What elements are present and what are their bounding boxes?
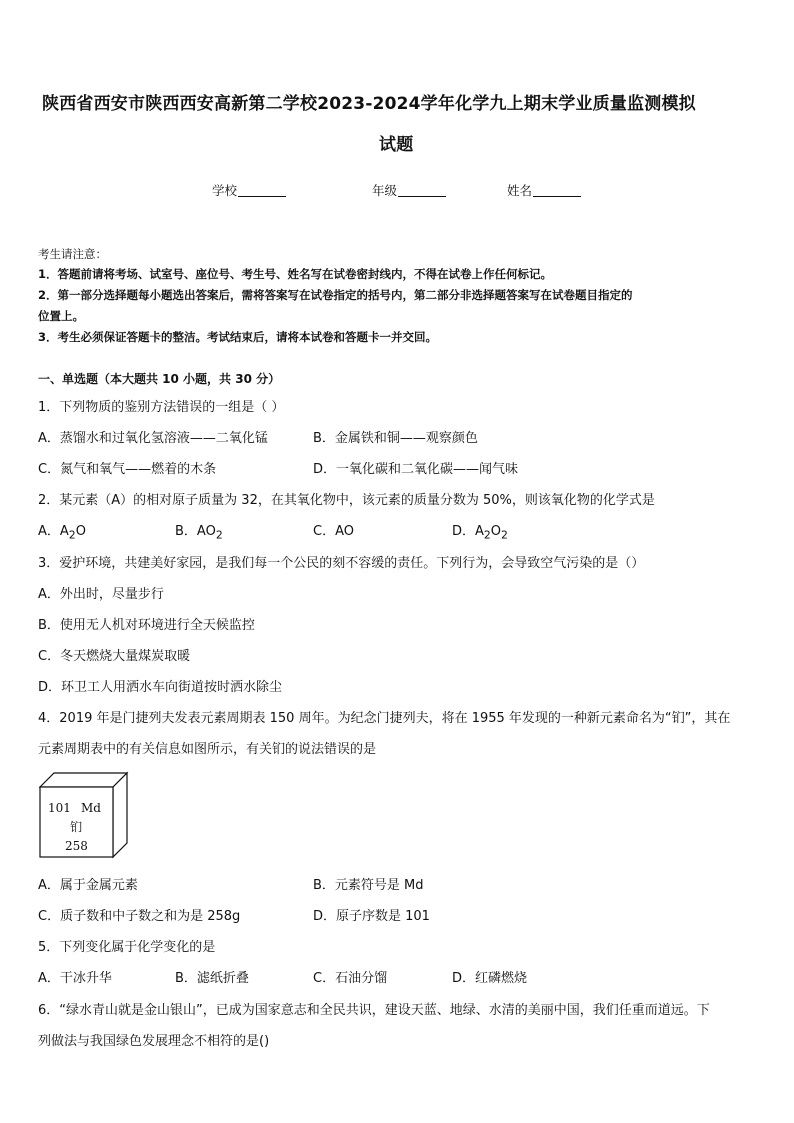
question-4-stem-line2: 元素周期表中的有关信息如图所示，有关钔的说法错误的是	[38, 742, 377, 757]
section-title: 一、单选题（本大题共 10 小题，共 30 分）	[38, 372, 281, 386]
element-mass: 258	[65, 839, 88, 853]
name-blank	[533, 183, 581, 197]
question-4-option-b: B．元素符号是 Md	[313, 878, 424, 893]
grade-blank	[398, 183, 446, 197]
question-3-option-d: D．环卫工人用洒水车向街道按时洒水除尘	[38, 680, 283, 695]
question-5-option-a: A．干冰升华	[38, 971, 112, 986]
school-field	[212, 181, 286, 199]
notice-heading: 考生请注意：	[38, 247, 107, 261]
grade-field	[372, 181, 446, 199]
notice-item: 2．第一部分选择题每小题选出答案后，需将答案写在试卷指定的括号内，第二部分非选择题答案写在试卷题目指定的	[38, 288, 633, 302]
name-label: 姓名	[507, 183, 533, 198]
question-5-option-b: B．滤纸折叠	[175, 971, 249, 986]
question-2-option-b: B．$AO_2$	[175, 524, 223, 542]
school-label: 学校	[212, 183, 238, 198]
question-4-stem-line1: 4．2019 年是门捷列夫发表元素周期表 150 周年。为纪念门捷列夫，将在 1955 年发现的一种新元素命名为“钔”，其在	[38, 711, 731, 726]
name-field	[507, 181, 581, 199]
notice-item: 位置上。	[38, 309, 84, 323]
grade-label: 年级	[372, 183, 398, 198]
question-1-option-b: B．金属铁和铜——观察颜色	[313, 431, 478, 446]
question-1-option-d: D．一氧化碳和二氧化碳——闻气味	[313, 462, 519, 477]
element-number: 101	[48, 801, 71, 815]
element-symbol: Md	[81, 801, 101, 815]
question-3-stem: 3．爱护环境，共建美好家园，是我们每一个公民的刻不容缓的责任。下列行为，会导致空气污染的是（）	[38, 556, 645, 571]
element-name: 钔	[70, 820, 83, 834]
question-3-option-a: A．外出时，尽量步行	[38, 587, 164, 602]
school-blank	[238, 183, 286, 197]
question-3-option-c: C．冬天燃烧大量煤炭取暖	[38, 649, 191, 664]
question-1-option-a: A．蒸馏水和过氧化氢溶液——二氧化锰	[38, 431, 268, 446]
question-4-option-a: A．属于金属元素	[38, 878, 138, 893]
notice-item: 3．考生必须保证答题卡的整洁。考试结束后，请将本试卷和答题卡一并交回。	[38, 330, 437, 344]
question-3-option-b: B．使用无人机对环境进行全天候监控	[38, 618, 255, 633]
notice-item: 1．答题前请将考场、试室号、座位号、考生号、姓名写在试卷密封线内，不得在试卷上作任何标记。	[38, 267, 552, 281]
question-2-stem: 2．某元素（A）的相对原子质量为 32，在其氧化物中，该元素的质量分数为 50%，则该氧化物的化学式是	[38, 493, 655, 508]
question-6-stem-line2: 列做法与我国绿色发展理念不相符的是()	[38, 1034, 270, 1049]
question-1-stem: 1．下列物质的鉴别方法错误的一组是（ ）	[38, 400, 285, 415]
element-card-side	[113, 773, 127, 857]
element-card	[38, 771, 130, 861]
question-6-stem-line1: 6．“绿水青山就是金山银山”，已成为国家意志和全民共识，建设天蓝、地绿、水清的美丽中国，我们任重而道远。下	[38, 1003, 710, 1018]
exam-title-line1: 陕西省西安市陕西西安高新第二学校2023-2024学年化学九上期末学业质量监测模拟	[42, 94, 696, 114]
question-4-option-d: D．原子序数是 101	[313, 909, 430, 924]
question-2-option-c: C．AO	[313, 524, 354, 539]
exam-title-line2: 试题	[379, 135, 414, 155]
question-2-option-a: A．$A_2O$	[38, 524, 86, 542]
element-card-top	[40, 773, 127, 787]
question-4-option-c: C．质子数和中子数之和为是 258g	[38, 909, 241, 924]
question-2-option-d: D．$A_2O_2$	[452, 524, 508, 542]
question-5-option-c: C．石油分馏	[313, 971, 388, 986]
question-5-option-d: D．红磷燃烧	[452, 971, 528, 986]
question-5-stem: 5．下列变化属于化学变化的是	[38, 940, 216, 955]
question-1-option-c: C．氮气和氧气——燃着的木条	[38, 462, 217, 477]
